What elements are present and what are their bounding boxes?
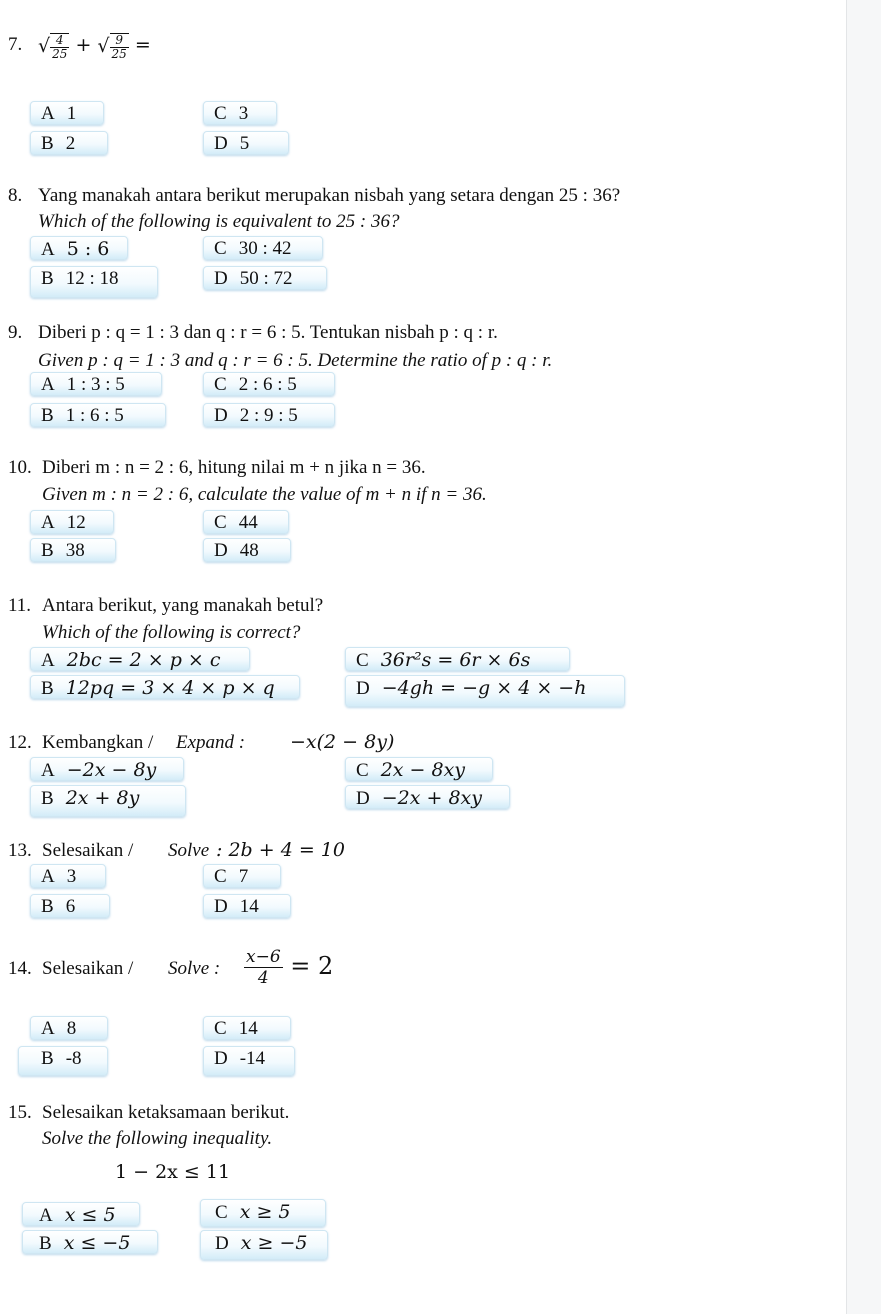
option-b[interactable]: B -8 [18, 1046, 108, 1076]
option-a[interactable]: A −2x − 8y [30, 757, 184, 781]
question-text-english: Solve [168, 840, 210, 861]
question-text-english: Solve the following inequality. [42, 1128, 273, 1149]
option-d[interactable]: D 2 : 9 : 5 [203, 403, 335, 427]
question-text-english: Given p : q = 1 : 3 and q : r = 6 : 5. Determine the ratio of p : q : r. [38, 350, 553, 371]
option-d[interactable]: D 50 : 72 [203, 266, 327, 290]
question-expression: −x(2 − 8y) [290, 731, 395, 753]
question-number: 9. [8, 322, 23, 343]
question-number: 14. [8, 958, 32, 979]
option-c[interactable]: C 7 [203, 864, 281, 888]
option-b[interactable]: B 38 [30, 538, 116, 562]
question-expression: $\frac{x-6}{4}$ = 2 [246, 947, 334, 988]
option-a[interactable]: A 5 : 6 [30, 236, 128, 260]
question-text-english: Given m : n = 2 : 6, calculate the value of m + n if n = 36. [42, 484, 487, 505]
option-b[interactable]: B 2 [30, 131, 108, 155]
question-text-english: Solve : [168, 958, 221, 979]
question-number: 15. [8, 1102, 32, 1123]
option-a[interactable]: A 3 [30, 864, 106, 888]
option-b[interactable]: B 2x + 8y [30, 785, 186, 817]
question-number: 11. [8, 595, 32, 616]
question-number: 10. [8, 457, 32, 478]
option-d[interactable]: D −4gh = −g × 4 × −h [345, 675, 625, 707]
option-a[interactable]: A 1 [30, 101, 104, 125]
question-number: 13. [8, 840, 32, 861]
question-number: 12. [8, 732, 32, 753]
question-7-expression: √ $\frac{4}{25}$ + √ $\frac{9}{25}$ = [38, 33, 151, 61]
option-a[interactable]: A x ≤ 5 [22, 1202, 140, 1226]
right-margin-bar [846, 0, 881, 1314]
question-text-malay: Diberi p : q = 1 : 3 dan q : r = 6 : 5. Tentukan nisbah p : q : r. [38, 322, 498, 343]
question-text-english: Expand : [176, 732, 246, 753]
option-c[interactable]: C 14 [203, 1016, 291, 1040]
option-b[interactable]: B 12 : 18 [30, 266, 158, 298]
sqrt-symbol: √ $\frac{9}{25}$ [97, 33, 127, 61]
question-text-malay: Yang manakah antara berikut merupakan nisbah yang setara dengan 25 : 36? [38, 185, 621, 206]
option-d[interactable]: D 5 [203, 131, 289, 155]
question-text-english: Which of the following is correct? [42, 622, 301, 643]
option-a[interactable]: A 12 [30, 510, 114, 534]
option-a[interactable]: A 1 : 3 : 5 [30, 372, 162, 396]
question-number: 7. [8, 34, 23, 55]
option-b[interactable]: B 12pq = 3 × 4 × p × q [30, 675, 300, 699]
option-c[interactable]: C 2x − 8xy [345, 757, 493, 781]
sqrt-symbol: √ $\frac{4}{25}$ [38, 33, 68, 61]
option-d[interactable]: D 48 [203, 538, 291, 562]
question-text-malay: Selesaikan / [42, 840, 134, 861]
option-c[interactable]: C 36r²s = 6r × 6s [345, 647, 570, 671]
option-c[interactable]: C 30 : 42 [203, 236, 323, 260]
option-d[interactable]: D −2x + 8xy [345, 785, 510, 809]
question-expression: : 2b + 4 = 10 [216, 839, 345, 861]
question-text-malay: Selesaikan / [42, 958, 134, 979]
option-a[interactable]: A 2bc = 2 × p × c [30, 647, 250, 671]
option-b[interactable]: B x ≤ −5 [22, 1230, 158, 1254]
option-c[interactable]: C 44 [203, 510, 289, 534]
option-d[interactable]: D 14 [203, 894, 291, 918]
question-text-malay: Selesaikan ketaksamaan berikut. [42, 1102, 290, 1123]
option-c[interactable]: C 3 [203, 101, 277, 125]
question-text-malay: Diberi m : n = 2 : 6, hitung nilai m + n jika n = 36. [42, 457, 426, 478]
fraction: $\frac{x-6}{4}$ [246, 947, 281, 988]
option-b[interactable]: B 6 [30, 894, 110, 918]
option-d[interactable]: D -14 [203, 1046, 295, 1076]
option-c[interactable]: C x ≥ 5 [200, 1199, 326, 1227]
question-expression: 1 − 2x ≤ 11 [115, 1161, 231, 1183]
question-text-malay: Kembangkan / [42, 732, 154, 753]
question-number: 8. [8, 185, 23, 206]
option-d[interactable]: D x ≥ −5 [200, 1230, 328, 1260]
question-text-english: Which of the following is equivalent to 25 : 36? [38, 211, 400, 232]
option-c[interactable]: C 2 : 6 : 5 [203, 372, 335, 396]
option-b[interactable]: B 1 : 6 : 5 [30, 403, 166, 427]
option-a[interactable]: A 8 [30, 1016, 108, 1040]
question-text-malay: Antara berikut, yang manakah betul? [42, 595, 324, 616]
